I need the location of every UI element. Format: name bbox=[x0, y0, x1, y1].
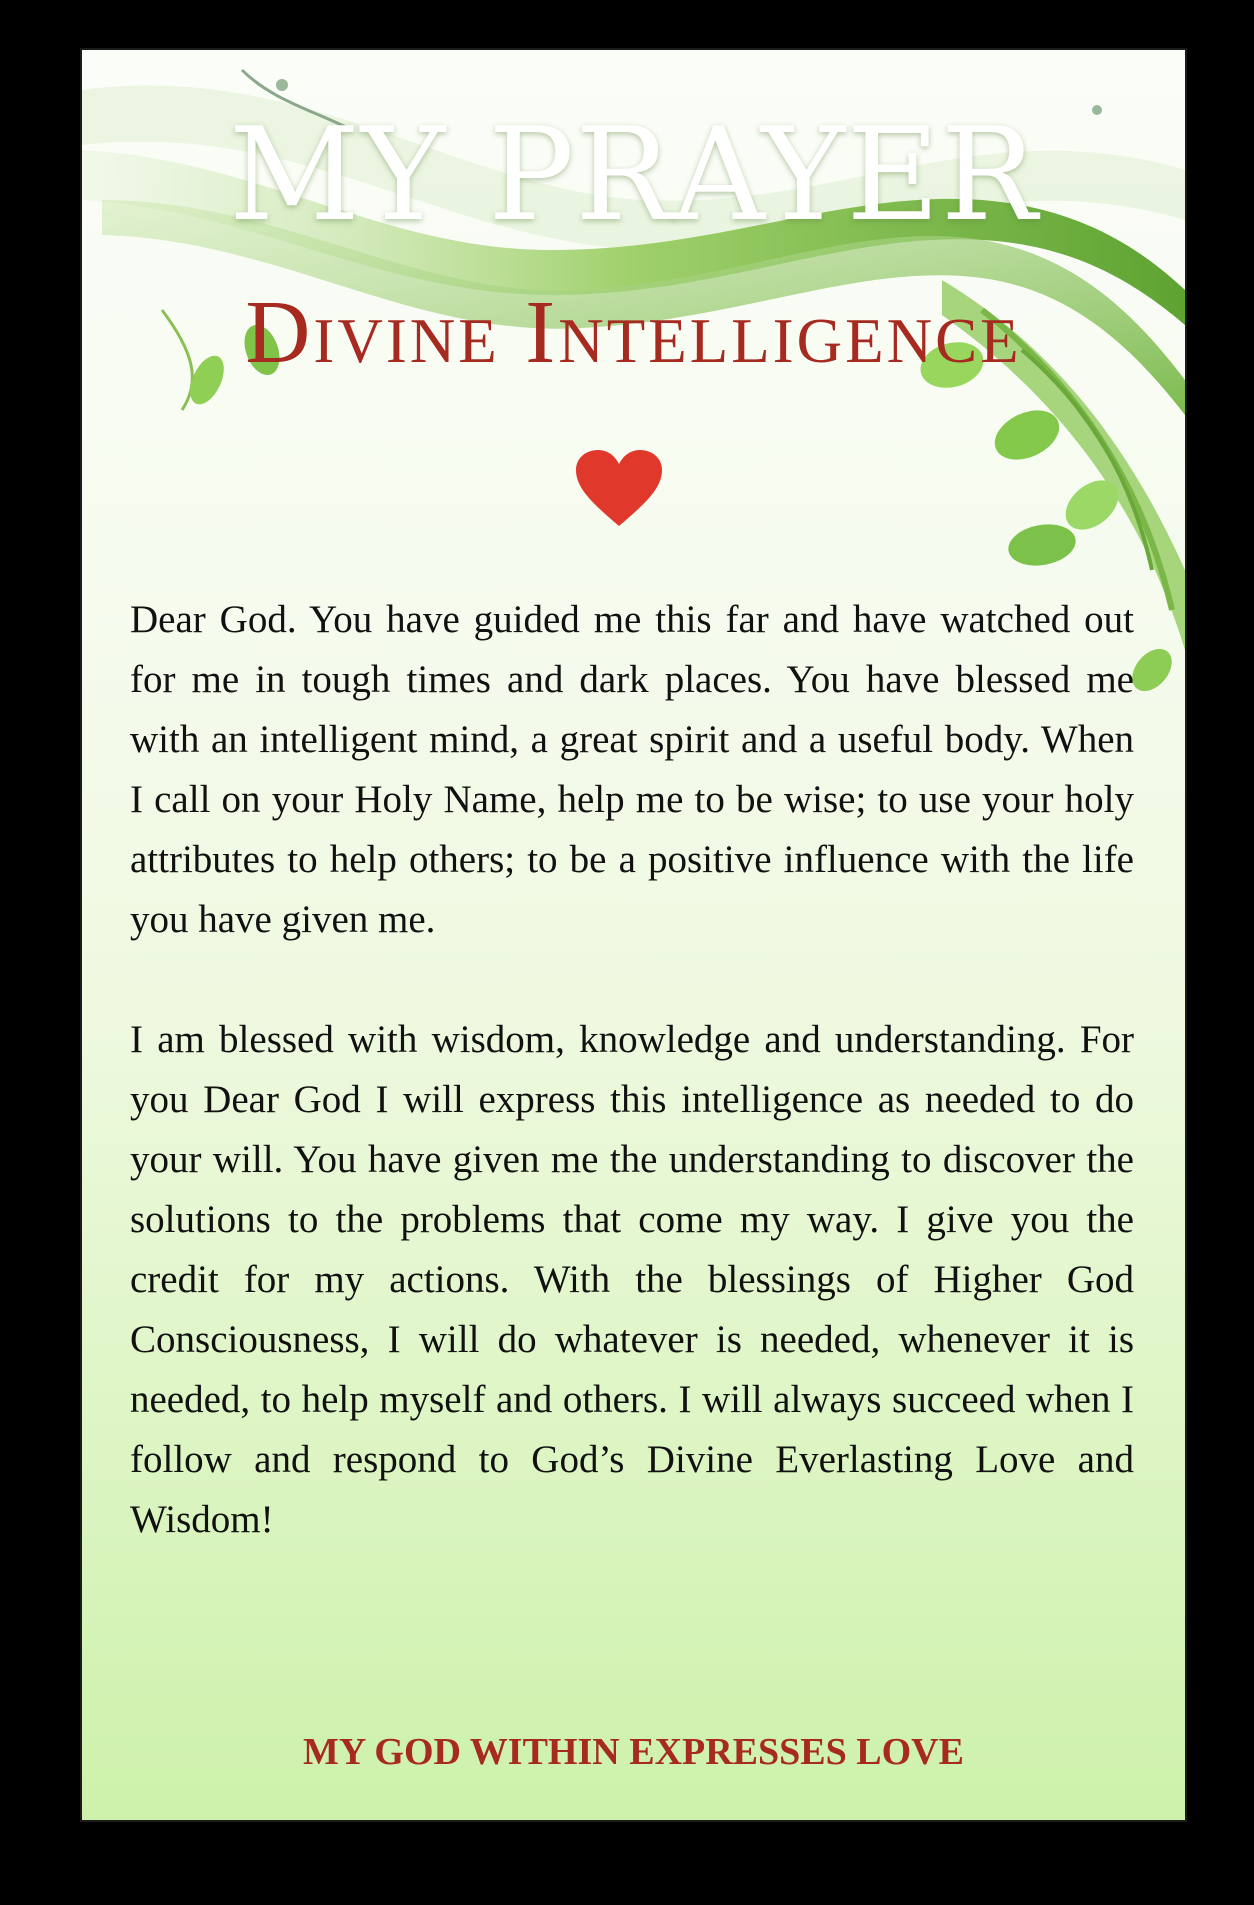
closing-affirmation: MY GOD WITHIN EXPRESSES LOVE bbox=[303, 1731, 964, 1773]
prayer-paragraph-1: Dear God. You have guided me this far and have watched out for me in tough times and dark places. You have blessed me with an intelligent mind, a great spirit and a useful body. When I call on your Holy Name, help me to be wise; to use your holy attributes to help others; to be a positive influence with the life you have given me. bbox=[130, 598, 1134, 941]
prayer-paragraph-2: I am blessed with wisdom, knowledge and understanding. For you Dear God I will express this intelligence as needed to do your will. You have given me the understanding to discover the solutions to the problems that come my way. I give you the credit for my actions. With the blessings of Higher God Consciousness, I will do whatever is needed, whenever it is needed, to help myself and others. I will always succeed when I follow and respond to God’s Divine Everlasting Love and Wisdom! bbox=[130, 1018, 1134, 1541]
prayer-body bbox=[130, 590, 1134, 1610]
page-subtitle: Divine Intelligence bbox=[245, 283, 1022, 382]
page-title: MY PRAYER bbox=[228, 101, 1039, 250]
heart-icon bbox=[574, 448, 664, 528]
prayer-card bbox=[82, 50, 1185, 1820]
